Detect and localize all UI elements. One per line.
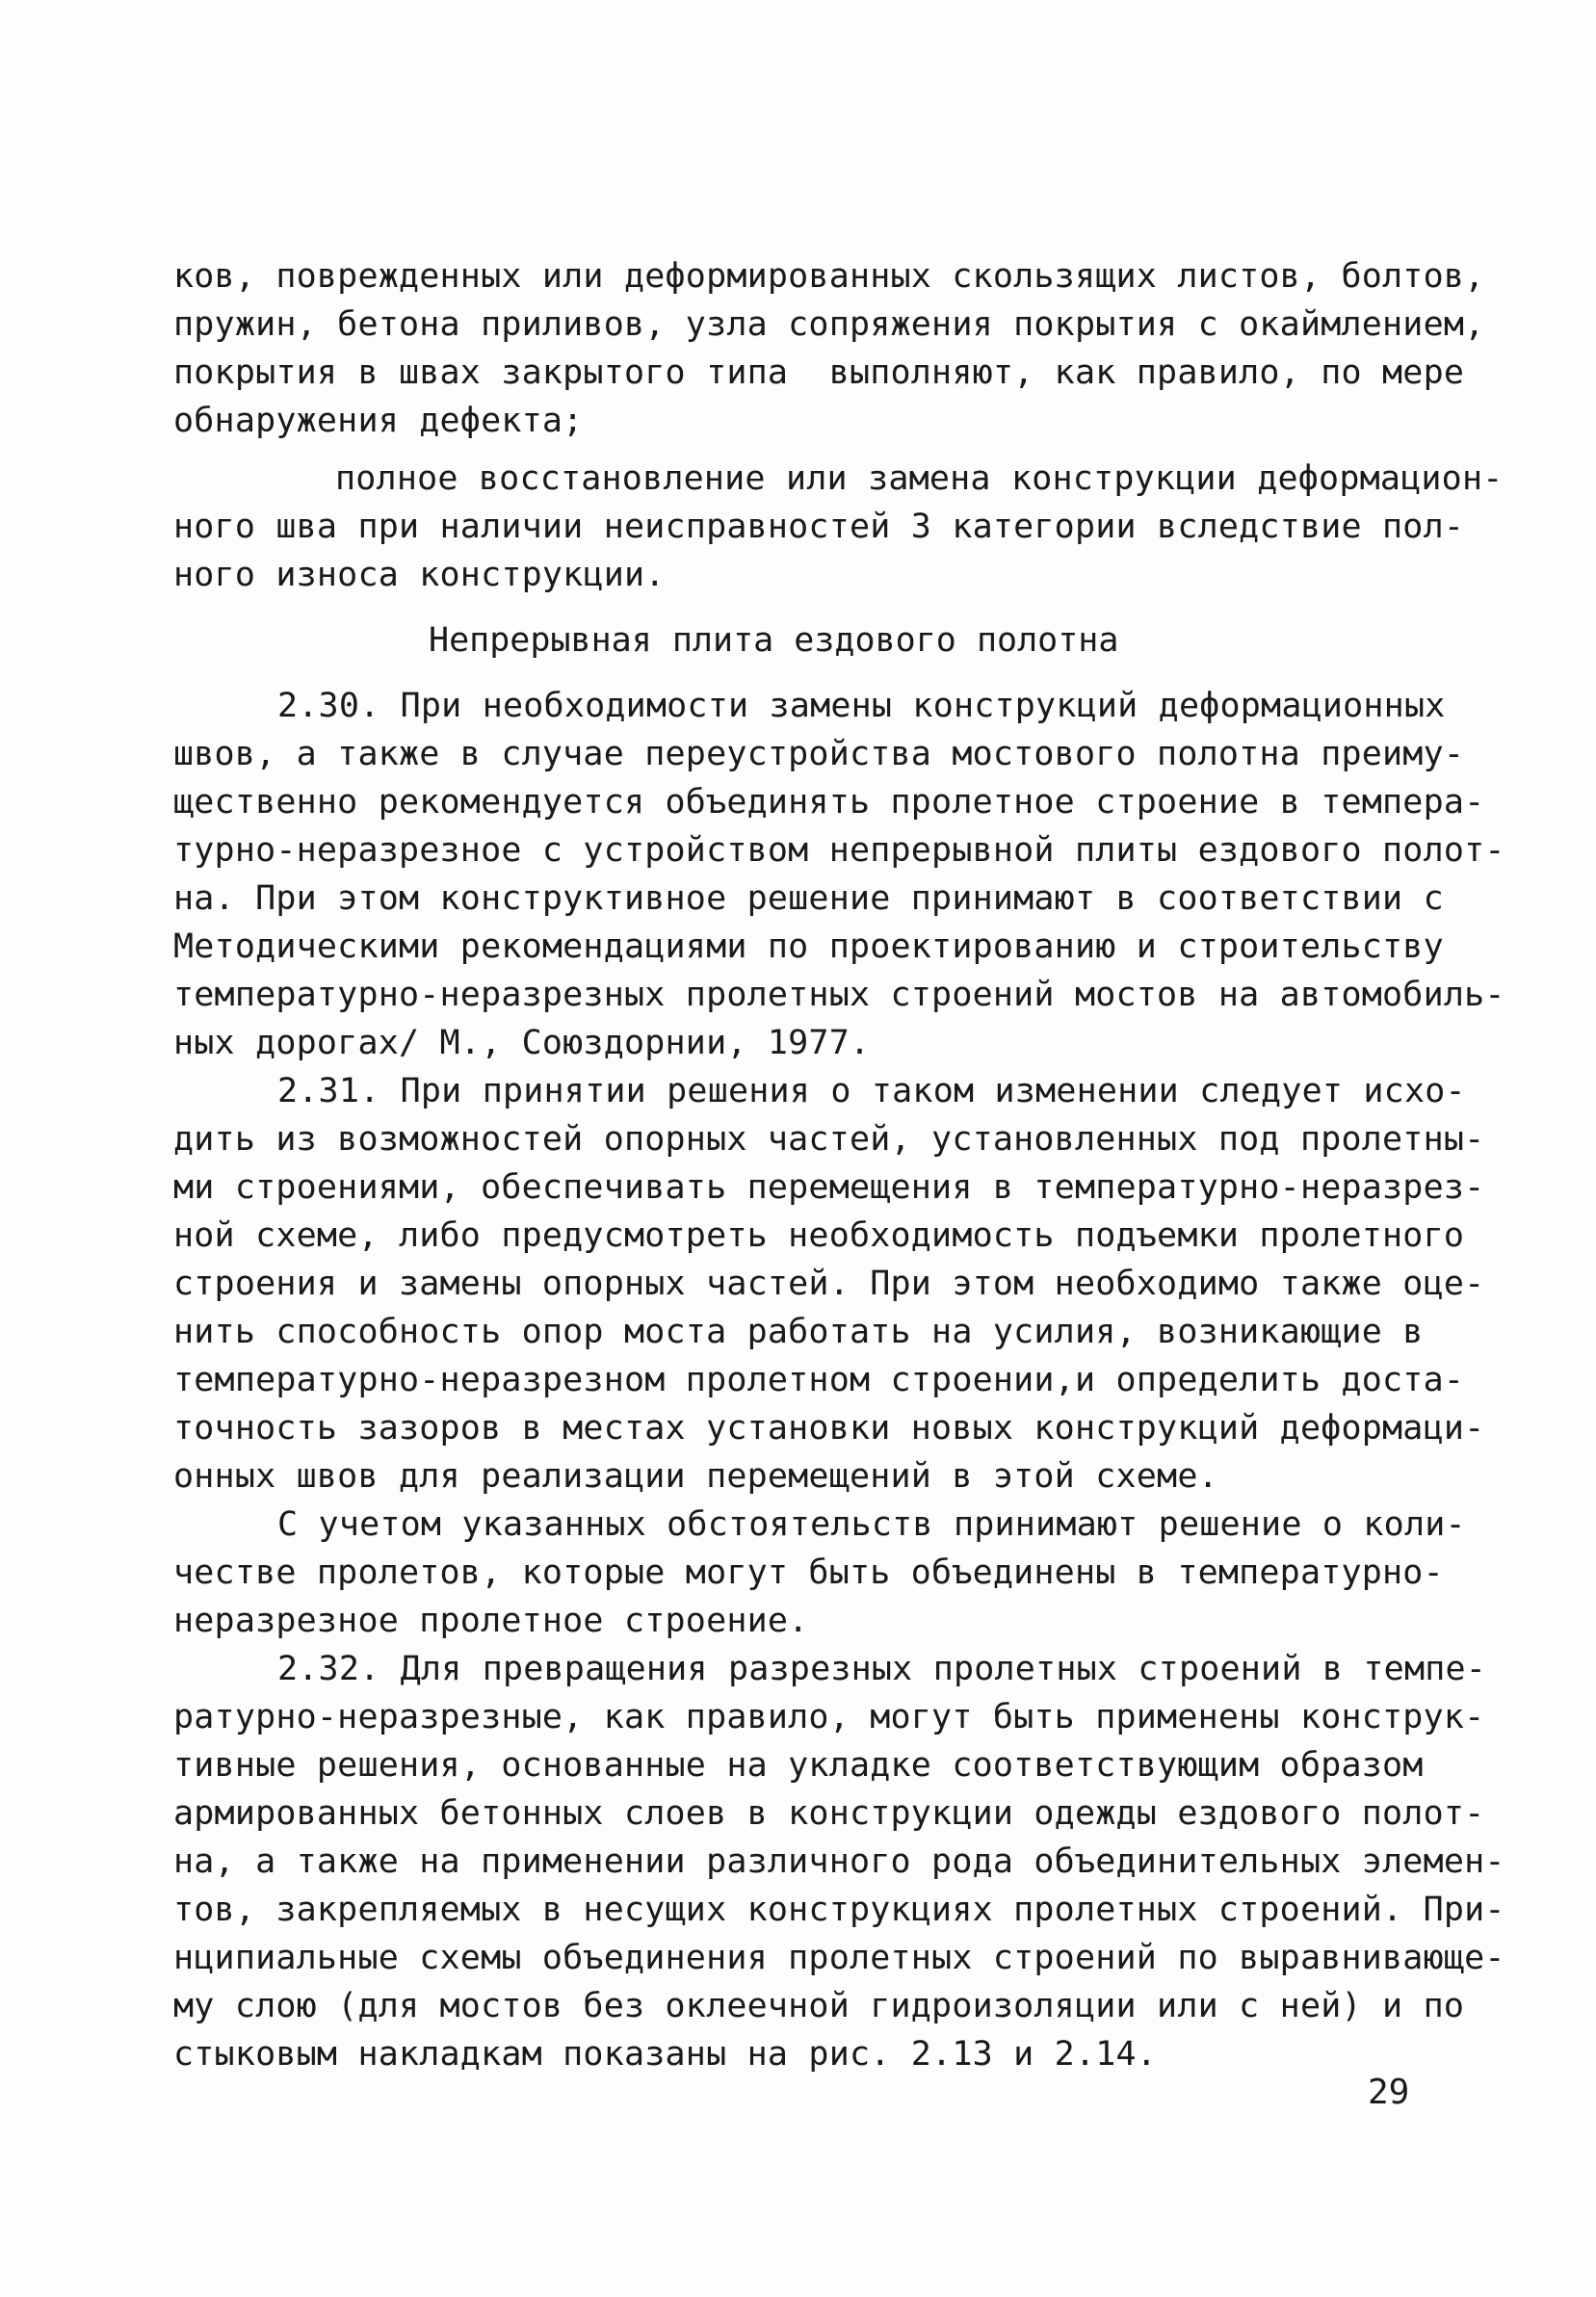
text-line: щественно рекомендуется объединять пролетное строение в темпера- bbox=[173, 783, 1485, 822]
text-line: температурно-неразрезном пролетном строении,и определить доста- bbox=[173, 1361, 1465, 1399]
text-line: нить способность опор моста работать на усилия, возникающие в bbox=[173, 1313, 1424, 1351]
text-line: ных дорогах/ М., Союздорнии, 1977. bbox=[173, 1024, 871, 1062]
text-line: турно-неразрезное с устройством непрерывной плиты ездового полот- bbox=[173, 831, 1505, 870]
text-line: обнаружения дефекта; bbox=[173, 402, 584, 440]
text-line: дить из возможностей опорных частей, установленных под пролетны- bbox=[173, 1120, 1485, 1159]
text-line: ного шва при наличии неисправностей 3 категории вследствие пол- bbox=[173, 508, 1465, 546]
section-heading: Непрерывная плита ездового полотна bbox=[429, 621, 1119, 660]
text-line: покрытия в швах закрытого типа выполняют, как правило, по мере bbox=[173, 353, 1465, 392]
text-line: на, а также на применении различного рода объединительных элемен- bbox=[173, 1842, 1505, 1881]
text-line: Методическими рекомендациями по проектированию и строительству bbox=[173, 927, 1444, 966]
text-line: полное восстановление или замена конструкции деформацион- bbox=[335, 459, 1504, 498]
text-line: армированных бетонных слоев в конструкции одежды ездового полот- bbox=[173, 1794, 1485, 1833]
text-line: строения и замены опорных частей. При этом необходимо также оце- bbox=[173, 1265, 1485, 1303]
text-line: честве пролетов, которые могут быть объединены в температурно- bbox=[173, 1553, 1444, 1592]
text-line: ратурно-неразрезные, как правило, могут быть применены конструк- bbox=[173, 1698, 1485, 1736]
text-line: на. При этом конструктивное решение принимают в соответствии с bbox=[173, 879, 1444, 918]
text-line: 2.32. Для превращения разрезных пролетных строений в темпе- bbox=[277, 1650, 1487, 1688]
text-line: ного износа конструкции. bbox=[173, 556, 666, 594]
text-line: швов, а также в случае переустройства мостового полотна преиму- bbox=[173, 735, 1465, 773]
text-line: температурно-неразрезных пролетных строений мостов на автомобиль- bbox=[173, 976, 1505, 1014]
text-line: стыковым накладкам показаны на рис. 2.13 и 2.14. bbox=[173, 2035, 1158, 2074]
text-line: С учетом указанных обстоятельств принимают решение о коли- bbox=[277, 1505, 1466, 1544]
text-line: ной схеме, либо предусмотреть необходимость подъемки пролетного bbox=[173, 1216, 1465, 1255]
page-number: 29 bbox=[1368, 2073, 1410, 2112]
text-line: онных швов для реализации перемещений в этой схеме. bbox=[173, 1457, 1218, 1496]
text-line: 2.30. При необходимости замены конструкций деформационных bbox=[277, 687, 1446, 725]
text-line: ми строениями, обеспечивать перемещения в температурно-неразрез- bbox=[173, 1168, 1485, 1207]
text-line: нципиальные схемы объединения пролетных строений по выравнивающе- bbox=[173, 1939, 1505, 1977]
text-line: неразрезное пролетное строение. bbox=[173, 1602, 809, 1640]
text-line: точность зазоров в местах установки новых конструкций деформаци- bbox=[173, 1409, 1485, 1448]
text-line: му слою (для мостов без оклеечной гидроизоляции или с ней) и по bbox=[173, 1987, 1465, 2025]
text-line: ков, поврежденных или деформированных скользящих листов, болтов, bbox=[173, 257, 1485, 296]
text-line: тов, закрепляемых в несущих конструкциях пролетных строений. При- bbox=[173, 1891, 1505, 1929]
text-line: пружин, бетона приливов, узла сопряжения покрытия с окаймлением, bbox=[173, 305, 1485, 344]
text-line: 2.31. При принятии решения о таком изменении следует исхо- bbox=[277, 1072, 1466, 1110]
text-line: тивные решения, основанные на укладке соответствующим образом bbox=[173, 1746, 1424, 1785]
